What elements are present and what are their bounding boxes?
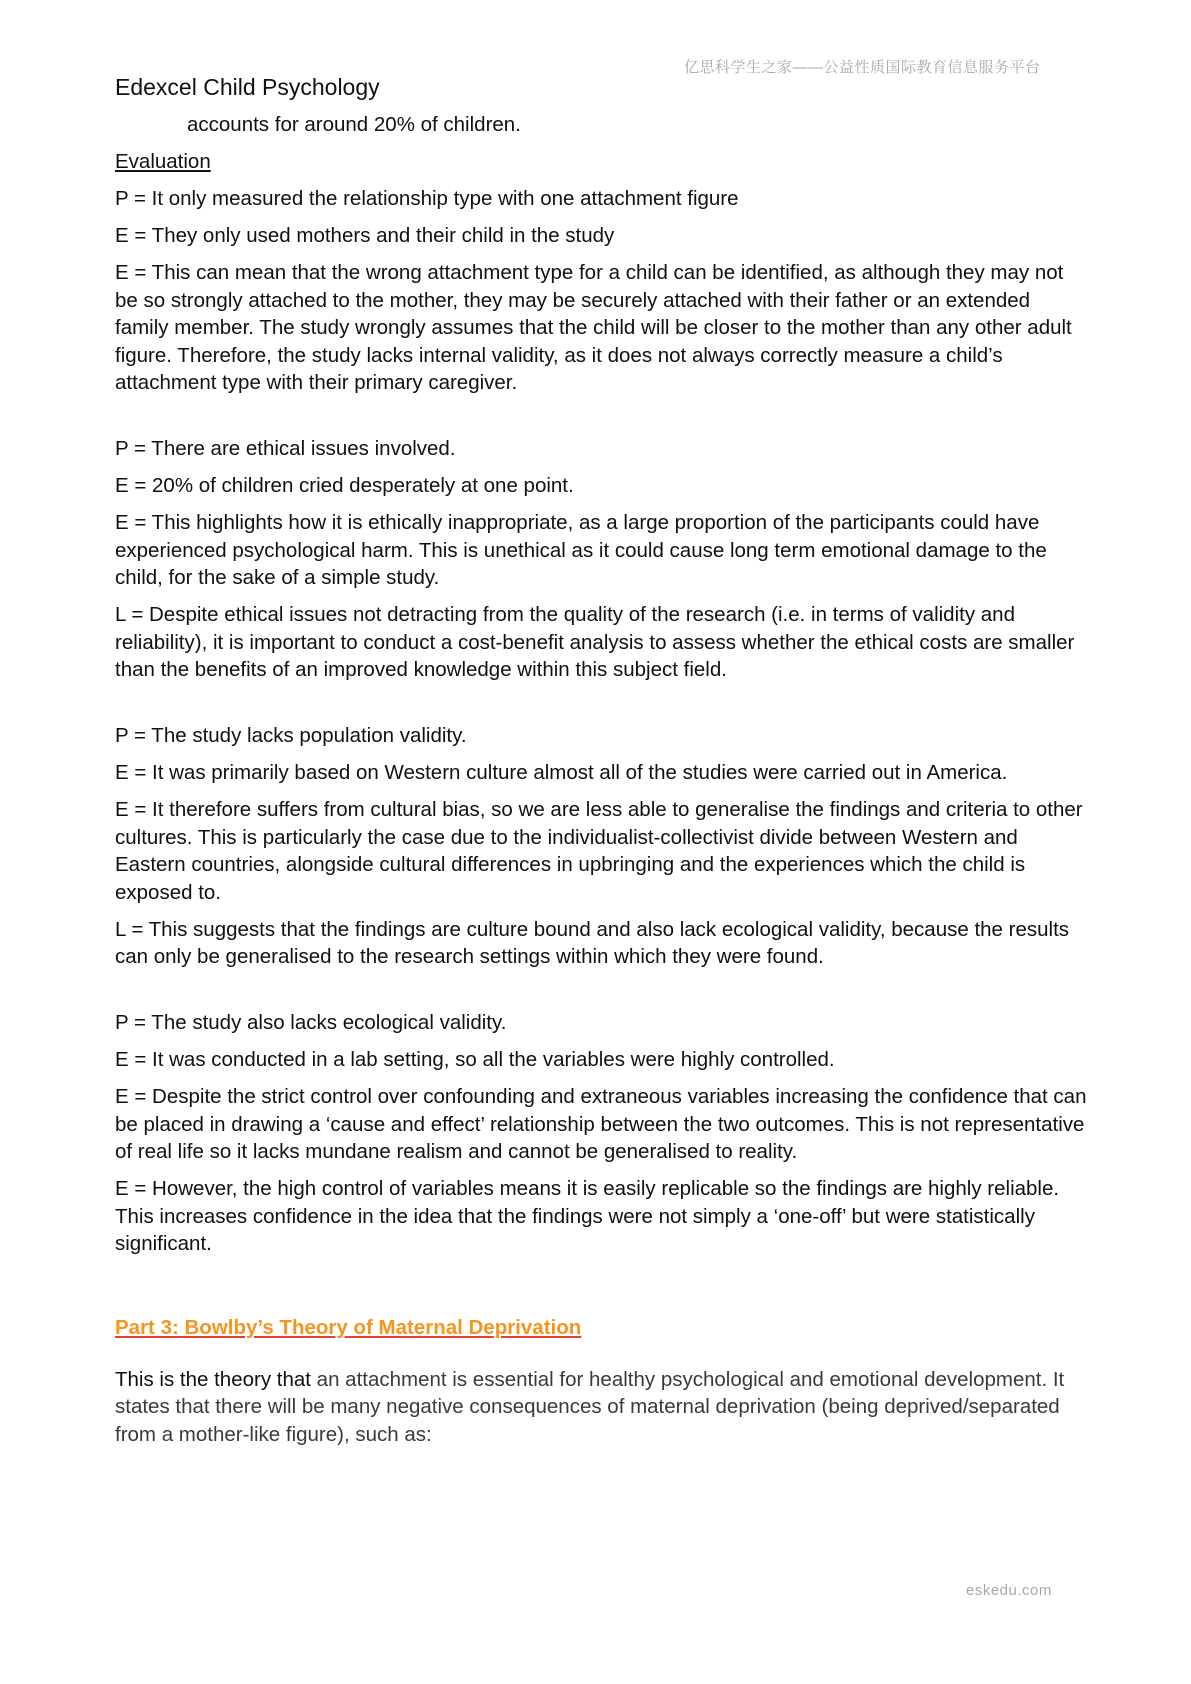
eval-point: P = The study lacks population validity. xyxy=(115,724,467,747)
eval-point: P = It only measured the relationship type with one attachment figure xyxy=(115,187,739,210)
section-intro-rest: an attachment is essential for healthy psychological and emotional development. It states that there will be many negative consequences of maternal deprivation (being deprived/separated from a mother-like figure), such as: xyxy=(115,1367,1065,1446)
section-heading: Part 3: Bowlby’s Theory of Maternal Deprivation xyxy=(115,1316,582,1339)
eval-evidence: E = It was primarily based on Western culture almost all of the studies were carried out in America. xyxy=(115,761,1008,784)
evaluation-block-2 xyxy=(115,435,1087,684)
eval-evidence: E = It was conducted in a lab setting, so all the variables were highly controlled. xyxy=(115,1048,835,1071)
eval-evidence: E = 20% of children cried desperately at one point. xyxy=(115,474,574,497)
eval-link: L = This suggests that the findings are culture bound and also lack ecological validity, because the results can only be generalised to the research settings within which they were found. xyxy=(115,917,1070,968)
section-intro xyxy=(115,1366,1087,1449)
spacer xyxy=(115,406,1087,435)
page-title: Edexcel Child Psychology xyxy=(115,74,380,100)
evaluation-block-3 xyxy=(115,722,1087,971)
evaluation-heading: Evaluation xyxy=(115,150,211,173)
eval-explanation: E = It therefore suffers from cultural bias, so we are less able to generalise the findings and criteria to other cultures. This is particularly the case due to the individualist-collectivist divide between Western and Eastern countries, alongside cultural differences in upbringing and the experiences which the child is exposed to. xyxy=(115,798,1083,904)
eval-explanation: E = This highlights how it is ethically inappropriate, as a large proportion of the participants could have experienced psychological harm. This is unethical as it could cause long term emotional damage to the child, for the sake of a simple study. xyxy=(115,511,1047,589)
eval-explanation: E = Despite the strict control over confounding and extraneous variables increasing the confidence that can be placed in drawing a ‘cause and effect’ relationship between the two outcomes. This is not representative of real life so it lacks mundane realism and cannot be generalised to reality. xyxy=(115,1085,1087,1163)
eval-explanation: E = However, the high control of variables means it is easily replicable so the findings are highly reliable. This increases confidence in the idea that the findings were not simply a ‘one-off’ but were statistically significant. xyxy=(115,1177,1060,1255)
evaluation-block-1 xyxy=(115,185,1087,397)
spacer xyxy=(115,1267,1087,1296)
eval-explanation: E = This can mean that the wrong attachment type for a child can be identified, as although they may not be so strongly attached to the mother, they may be securely attached with their father or an extended family member. The study wrongly assumes that the child will be closer to the mother than any other adult figure. Therefore, the study lacks internal validity, as it does not always correctly measure a child’s attachment type with their primary caregiver. xyxy=(115,261,1072,394)
spacer xyxy=(115,693,1087,722)
watermark-bottom: eskedu.com xyxy=(966,1582,1052,1599)
eval-evidence: E = They only used mothers and their child in the study xyxy=(115,224,615,247)
continuation-text: accounts for around 20% of children. xyxy=(187,113,521,136)
evaluation-block-4 xyxy=(115,1009,1087,1258)
section-intro-lead: This is the theory that xyxy=(115,1367,311,1391)
eval-point: P = The study also lacks ecological validity. xyxy=(115,1011,507,1034)
eval-point: P = There are ethical issues involved. xyxy=(115,437,456,460)
document-body xyxy=(115,111,1087,1458)
watermark-top: 亿思科学生之家——公益性质国际教育信息服务平台 xyxy=(684,59,1041,76)
spacer xyxy=(115,980,1087,1009)
eval-link: L = Despite ethical issues not detracting from the quality of the research (i.e. in terms of validity and reliability), it is important to conduct a cost-benefit analysis to assess whether the ethical costs are smaller than the benefits of an improved knowledge within this subject field. xyxy=(115,603,1075,681)
